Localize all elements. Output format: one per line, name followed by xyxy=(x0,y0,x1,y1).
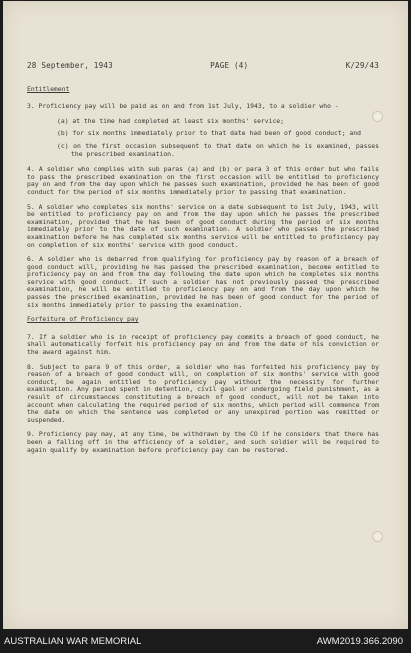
section-heading-entitlement: Entitlement xyxy=(27,84,70,93)
paragraph-6: 6. A soldier who is debarred from qualifying for proficiency pay by reason of a breach of good conduct will, providing he has passed the prescribed examination, become entitled to proficiency pay on and from the day following the date upon which he completes six months service with good conduct. If such a soldier has not previously passed the prescribed examination, he will be entitled to proficiency pay on and from the day upon which he passes the prescribed examination, provided he has been of good conduct for the period of six months immediately prior to passing the examination. xyxy=(27,255,379,309)
archive-footer xyxy=(0,630,411,653)
paragraph-3b: (b) for six months immediately prior to that date had been of good conduct; and xyxy=(57,129,361,138)
paragraph-3c: (c) on the first occasion subsequent to that date on which he is examined, passes the prescribed examination. xyxy=(57,141,379,158)
section-heading-forfeiture: Forfeiture of Proficiency pay xyxy=(27,315,139,324)
punch-hole xyxy=(372,531,383,542)
paragraph-9: 9. Proficiency pay may, at any time, be withdrawn by the CO if he considers that there has been a falling off in the efficiency of a soldier, and such soldier will be required to again qualify by examination before proficiency pay can be restored. xyxy=(27,430,379,454)
paragraph-5: 5. A soldier who completes six months' service on a date subsequent to 1st July, 1943, will be entitled to proficiency pay on and from the day upon which he passes the prescribed examination, provided that he has been of good conduct during the period of six months immediately prior to the date of such examination. A soldier who passes the prescribed examination before he has completed six months service will be entitled to proficiency pay on completion of six months' service with good conduct. xyxy=(27,202,379,249)
header-date: 28 September, 1943 xyxy=(27,61,113,70)
paragraph-8: 8. Subject to para 9 of this order, a soldier who has forfeited his proficiency pay by reason of a breach of good conduct will, on completion of six months' service with good conduct, be again entitled to proficiency pay without the necessity for further examination. Any period spent in detention, civil gaol or undergoing field punishment, as a result of circumstances constituting a breach of good conduct, will not be taken into account when calculating the required period of six months, which period will commence from the date on which the sentence was completed or any unexpired portion was remitted or suspended. xyxy=(27,362,379,424)
header-page: PAGE (4) xyxy=(210,61,249,70)
paragraph-7: 7. If a soldier who is in receipt of proficiency pay commits a breach of good conduct, he shall automatically forfeit his proficiency pay on and from the date of his conviction or the award against him. xyxy=(27,332,379,357)
paragraph-4: 4. A soldier who complies with sub paras (a) and (b) or para 3 of this order but who fails to pass the prescribed examination on the first occasion will be entitled to proficiency pay on and from the day upon which he passes such examination, provided he has been of good conduct for the period of six months immediately prior to passing that examination. xyxy=(27,165,379,196)
paragraph-3a: (a) at the time had completed at least six months' service; xyxy=(57,116,285,125)
footer-accession-number: AWM2019.366.2090 xyxy=(316,636,403,647)
page-header xyxy=(27,62,379,70)
document-body xyxy=(27,62,379,461)
footer-institution: AUSTRALIAN WAR MEMORIAL xyxy=(4,636,142,647)
paragraph-3: 3. Proficiency pay will be paid as on and from 1st July, 1943, to a soldier who - xyxy=(27,102,339,111)
header-reference: K/29/43 xyxy=(345,61,379,70)
